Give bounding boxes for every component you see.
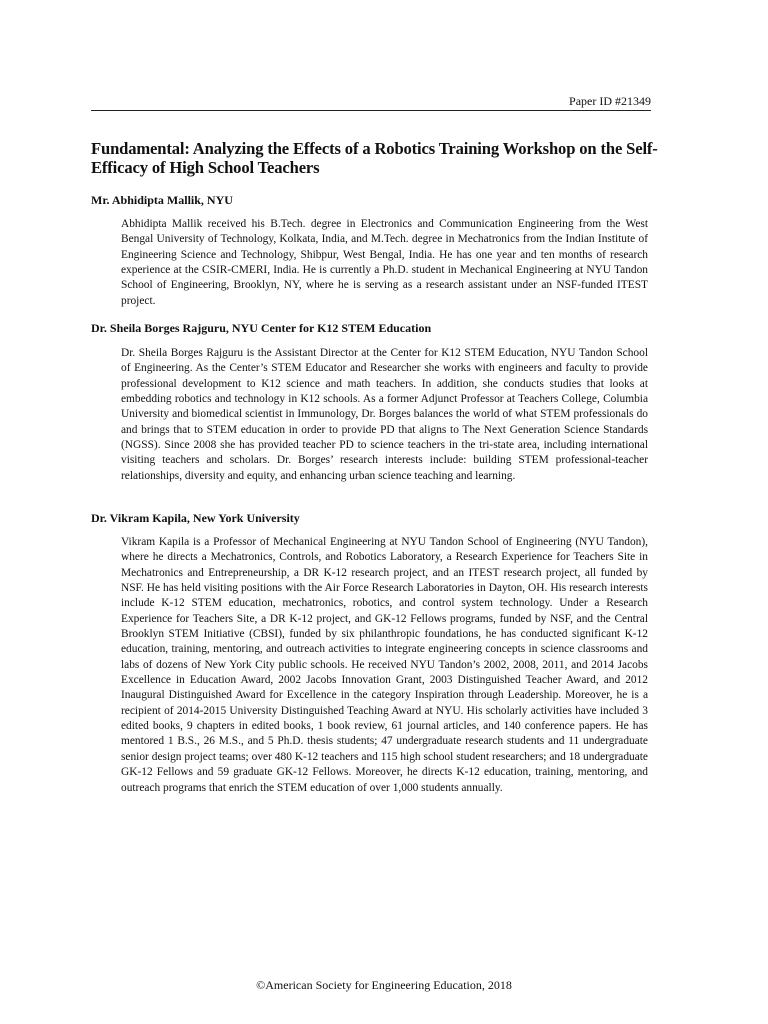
author-heading-kapila: Dr. Vikram Kapila, New York University: [91, 511, 300, 525]
author-heading-rajguru: Dr. Sheila Borges Rajguru, NYU Center for K12 STEM Education: [91, 321, 432, 335]
paper-title: Fundamental: Analyzing the Effects of a Robotics Training Workshop on the Self-Efficacy of High School Teachers: [91, 139, 658, 177]
header-rule: [91, 110, 651, 111]
author-bio-mallik: Abhidipta Mallik received his B.Tech. degree in Electronics and Communication Engineering from the West Bengal University of Technology, Kolkata, India, and M.Tech. degree in Mechatronics from the Indian Institute of Engineering Science and Technology, Shibpur, West Bengal, India. He has one year and ten months of research experience at the CSIR-CMERI, India. He is currently a Ph.D. student in Mechanical Engineering at NYU Tandon School of Engineering, Brooklyn, NY, where he is serving as a research assistant under an NSF-funded ITEST project.: [121, 218, 648, 307]
copyright-icon: ©: [256, 978, 266, 992]
author-heading-mallik: Mr. Abhidipta Mallik, NYU: [91, 193, 233, 207]
author-bio-rajguru: Dr. Sheila Borges Rajguru is the Assistant Director at the Center for K12 STEM Education, NYU Tandon School of Engineering. As the Center’s STEM Educator and Researcher she works with engineers and faculty to provide professional development to K12 science and math teachers. In addition, she conducts studies that looks at embedding robotics and technology in K12 schools. As a former Adjunct Professor at Teachers College, Columbia University and biomedical scientist in Immunology, Dr. Borges balances the world of what STEM professionals do and brings that to STEM education in order to provide PD that aligns to The Next Generation Science Standards (NGSS). Since 2008 she has provided teacher PD to science teachers in the tri-state area, including international visiting teachers and scholars. Dr. Borges’ research interests include: building STEM professional-teacher relationships, diversity and equity, and enhancing urban science teaching and learning.: [121, 347, 648, 482]
footer-text: American Society for Engineering Education, 2018: [265, 978, 512, 992]
footer-copyright: [0, 978, 768, 992]
author-bio-kapila: Vikram Kapila is a Professor of Mechanical Engineering at NYU Tandon School of Engineering (NYU Tandon), where he directs a Mechatronics, Controls, and Robotics Laboratory, a Research Experience for Teachers Site in Mechatronics and Entrepreneurship, a DR K-12 research project, and an ITEST research project, all funded by NSF. He has held visiting positions with the Air Force Research Laboratories in Dayton, OH. His research interests include K-12 STEM education, mechatronics, robotics, and control system technology. Under a Research Experience for Teachers Site, a DR K-12 project, and GK-12 Fellows programs, funded by NSF, and the Central Brooklyn STEM Initiative (CBSI), funded by six philanthropic foundations, he has conducted significant K-12 education, training, mentoring, and outreach activities to integrate engineering concepts in science classrooms and labs of dozens of New York City public schools. He received NYU Tandon’s 2002, 2008, 2011, and 2014 Jacobs Excellence in Education Award, 2002 Jacobs Innovation Grant, 2003 Distinguished Teacher Award, and 2012 Inaugural Distinguished Award for Excellence in the category Inspiration through Leadership. Moreover, he is a recipient of 2014-2015 University Distinguished Teaching Award at NYU. His scholarly activities have included 3 edited books, 9 chapters in edited books, 1 book review, 61 journal articles, and 140 conference papers. He has mentored 1 B.S., 26 M.S., and 5 Ph.D. thesis students; 47 undergraduate research students and 11 undergraduate senior design project teams; over 480 K-12 teachers and 115 high school student researchers; and 18 undergraduate GK-12 Fellows and 59 graduate GK-12 Fellows. Moreover, he directs K-12 education, training, mentoring, and outreach programs that enrich the STEM education of over 1,000 students annually.: [121, 536, 648, 794]
paper-id: Paper ID #21349: [569, 94, 651, 108]
